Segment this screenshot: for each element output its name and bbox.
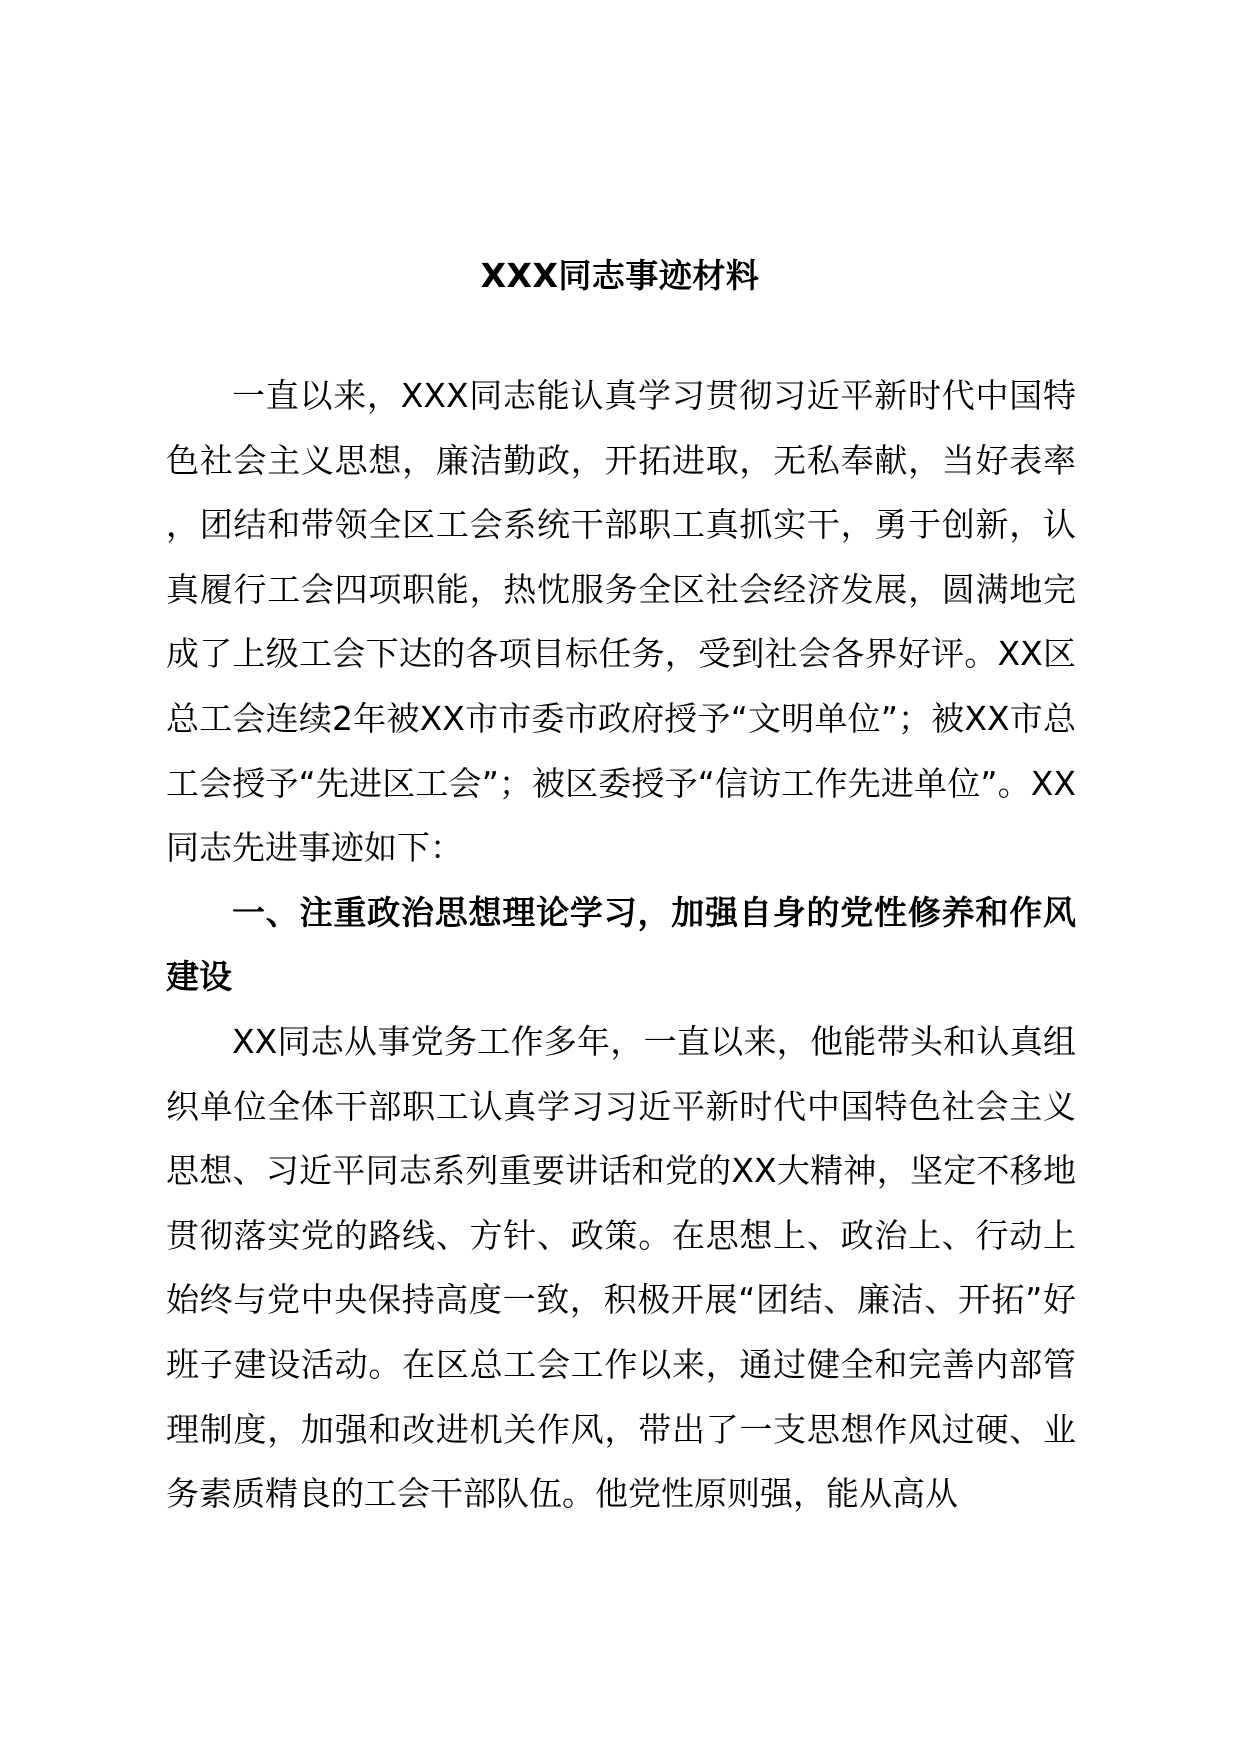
document-body <box>166 364 1076 1527</box>
section-heading: 一、注重政治思想理论学习，加强自身的党性修养和作风建设 <box>166 892 1076 997</box>
section-paragraph: XX同志从事党务工作多年，一直以来，他能带头和认真组织单位全体干部职工认真学习习近平新时代中国特色社会主义思想、习近平同志系列重要讲话和党的XX大精神，坚定不移地贯彻落实党的路线、方针、政策。在思想上、政治上、行动上始终与党中央保持高度一致，积极开展“团结、廉洁、开拓”好班子建设活动。在区总工会工作以来，通过健全和完善内部管理制度，加强和改进机关作风，带出了一支思想作风过硬、业务素质精良的工会干部队伍。他党性原则强，能从高从 <box>166 1021 1076 1514</box>
intro-paragraph: 一直以来，XXX同志能认真学习贯彻习近平新时代中国特色社会主义思想，廉洁勤政，开拓进取，无私奉献，当好表率，团结和带领全区工会系统干部职工真抓实干，勇于创新，认真履行工会四项职能，热忱服务全区社会经济发展，圆满地完成了上级工会下达的各项目标任务，受到社会各界好评。XX区总工会连续2年被XX市市委市政府授予“文明单位”；被XX市总工会授予“先进区工会”；被区委授予“信访工作先进单位”。XX同志先进事迹如下： <box>166 376 1076 868</box>
document-title: XXX同志事迹材料 <box>480 256 760 295</box>
